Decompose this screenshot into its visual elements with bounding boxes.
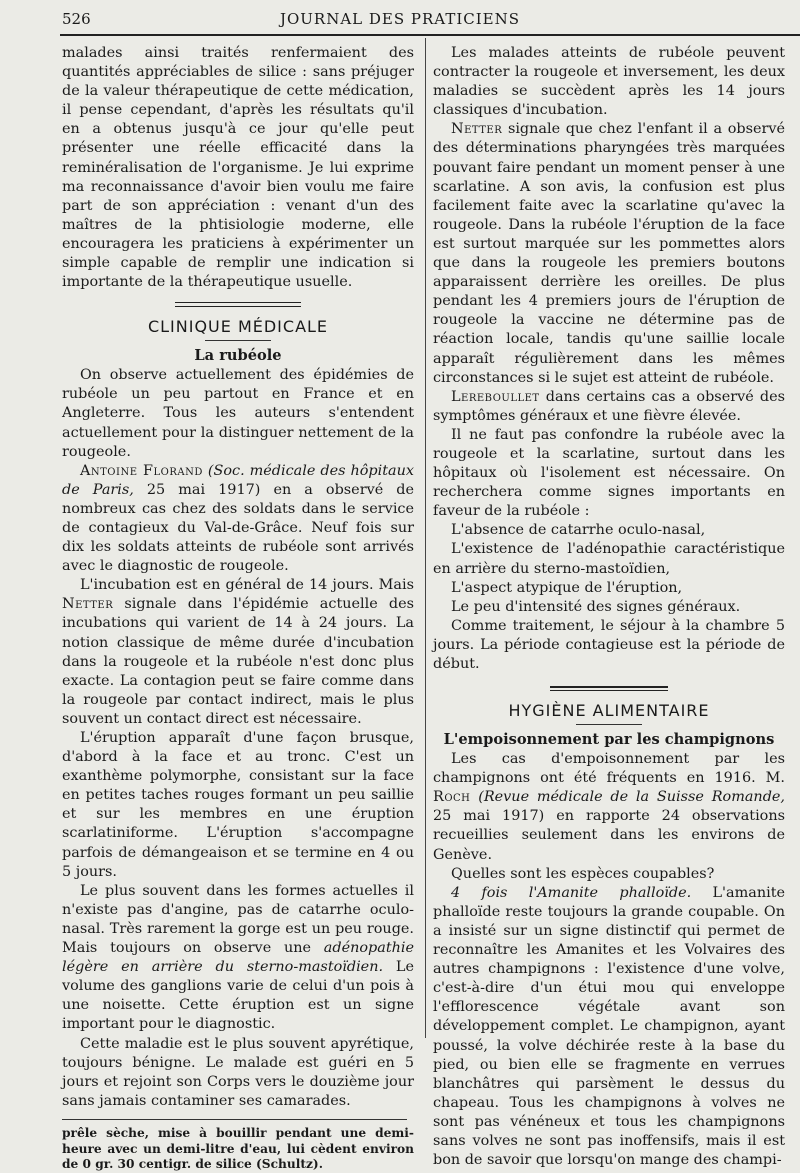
author-name: Lereboullet — [451, 388, 540, 405]
left-column — [62, 44, 414, 1173]
paragraph: Netter signale que chez l'enfant il a observé des déterminations pharyngées très marquées pouvant faire pendant un moment penser à une scarlatine. A son avis, la confusion est plus facilement faite avec la scarlatine qu'avec la rougeole. Dans la rubéole l'éruption de la face est surtout marquée sur les pommettes alors que dans la rougeole les premiers boutons apparaissent derrière les oreilles. De plus pendant les 4 premiers jours de l'éruption de rougeole la vaccine ne détermine pas de réaction locale, tandis qu'une saillie locale apparaît régulièrement dans les mêmes circonstances si le sujet est atteint de rubéole. — [433, 121, 786, 386]
paragraph: Les malades atteints de rubéole peuvent contracter la rougeole et inversement, les deux maladies se succèdent après les 14 jours classiques d'incubation. — [433, 45, 785, 119]
article-title-champignons: L'empoisonnement par les champignons — [443, 731, 775, 749]
paragraph: Antoine Florand (Soc. médicale des hôpitaux de Paris, 25 mai 1917) en a observé de nombreux cas chez des soldats dans le service de contagieux du Val-de-Grâce. Neuf fois sur dix les soldats atteints de rubéole sont arrivés avec le diagnostic de rougeole. — [62, 462, 415, 575]
paragraph: Il ne faut pas confondre la rubéole avec la rougeole et la scarlatine, surtout dans les hôpitaux où l'isolement est nécessaire. On recherchera comme signes importants en faveur de la rubéole : — [433, 426, 785, 520]
footnote-rule — [62, 1119, 407, 1120]
title-rule — [205, 340, 271, 341]
paragraph: Quelles sont les espèces coupables? — [451, 865, 715, 882]
author-name: Netter — [451, 121, 503, 138]
section-title-hygiene: HYGIÈNE ALIMENTAIRE — [508, 701, 710, 721]
paragraph: Lereboullet dans certains cas a observé des symptômes généraux et une fièvre élevée. — [433, 388, 785, 424]
right-column — [433, 44, 785, 1170]
section-separator — [175, 302, 301, 307]
journal-title: JOURNAL DES PRATICIENS — [279, 10, 521, 28]
paragraph: Le plus souvent dans les formes actuelles il n'existe pas d'angine, pas de catarrhe oculo-nasal. Très rarement la gorge est un peu rouge. Mais toujours on observe une adénopathie légère en arrière du sterno-mastoïdien. Le volume des ganglions varie de celui d'un pois à une noisette. Cette éruption est un signe important pour le diagnostic. — [62, 882, 414, 1033]
footnote: prêle sèche, mise à bouillir pendant une demi-heure avec un demi-litre d'eau, lui cèdent environ de 0 gr. 30 centigr. de silice (Schultz). — [62, 1125, 414, 1172]
author-name: Antoine Florand — [80, 462, 203, 479]
list-item: L'existence de l'adénopathie caractéristique en arrière du sterno-mastoïdien, — [433, 541, 785, 577]
paragraph: Cette maladie est le plus souvent apyrétique, toujours bénigne. Le malade est guéri en 5 jours et rejoint son Corps vers le douzième jour sans jamais contaminer ses camarades. — [62, 1035, 414, 1109]
paragraph: L'incubation est en général de 14 jours. Mais Netter signale dans l'épidémie actuelle des incubations qui varient de 14 à 24 jours. La notion classique de même durée d'incubation dans la rougeole et la rubéole n'est donc plus exacte. La contagion peut se faire comme dans la rougeole par contact indirect, mais le plus souvent un contact direct est nécessaire. — [62, 577, 414, 727]
list-item: L'aspect atypique de l'éruption, — [451, 579, 683, 596]
author-name: Roch — [433, 789, 471, 806]
list-item: L'absence de catarrhe oculo-nasal, — [451, 522, 706, 539]
paragraph: Les cas d'empoisonnement par les champignons ont été fréquents en 1916. M. Roch (Revue médicale de la Suisse Romande, 25 mai 1917) en rapporte 24 observations recueillies seulement dans les environs de Genève. — [433, 751, 785, 863]
emphasis: 4 fois l'Amanite phalloïde. — [451, 884, 692, 901]
column-divider — [425, 38, 426, 1038]
reference: (Revue médicale de la Suisse Romande, — [478, 789, 785, 806]
author-name: Netter — [62, 596, 114, 613]
paragraph: On observe actuellement des épidémies de rubéole un peu partout en France et en Angleterre. Tous les auteurs s'entendent actuellement pour la distinguer nettement de la rougeole. — [62, 367, 414, 460]
title-rule — [576, 724, 642, 725]
page-number: 526 — [62, 10, 91, 28]
list-item: Le peu d'intensité des signes généraux. — [451, 598, 741, 615]
paragraph: Comme traitement, le séjour à la chambre 5 jours. La période contagieuse est la période de début. — [433, 617, 785, 672]
reference: (Soc. médicale des hôpitaux de Paris, — [62, 462, 414, 498]
intro-paragraph: malades ainsi traités renfermaient des quantités appréciables de silice : sans préjuger de la valeur thérapeutique de cette médication, il pense cependant, d'après les résultats qu'il en a obtenus jusqu'à ce jour qu'elle peut présenter une réelle efficacité dans la reminéralisation de l'organisme. Je lui exprime ma reconnaissance d'avoir bien voulu me faire part de son appréciation : venant d'un des maîtres de la phtisiologie moderne, elle encouragera les praticiens à expérimenter un simple capable de remplir une indication si importante de la thérapeutique usuelle. — [62, 45, 414, 291]
emphasis: adénopathie légère en arrière du sterno-mastoïdien. — [62, 940, 414, 976]
paragraph: 4 fois l'Amanite phalloïde. L'amanite phalloïde reste toujours la grande coupable. On a insisté sur un signe distinctif qui permet de reconnaître les Amanites et les Volvaires des autres champignons : l'existence d'une volve, c'est-à-dire d'un étui mou qui enveloppe l'efflorescence végétale avant son développement complet. Le champignon, ayant poussé, la volve déchirée reste à la base du pied, ou bien elle se fragmente en verrues blanchâtres qui parsèment le dessus du chapeau. Tous les champignons à volves ne sont pas vénéneux et tous les champignons sans volves ne sont pas inoffensifs, mais il est bon de savoir que lorsqu'on mange des champi- — [433, 884, 785, 1169]
paragraph: L'éruption apparaît d'une façon brusque, d'abord à la face et au tronc. C'est un exanthème polymorphe, consistant sur la face en petites taches rouges formant un peu saillie et sur les membres en une éruption scarlatiniforme. L'éruption s'accompagne parfois de démangeaison et se termine en 4 ou 5 jours. — [62, 730, 414, 880]
section-separator — [550, 686, 668, 691]
header-rule — [60, 34, 800, 36]
article-title-rubeole: La rubéole — [194, 347, 282, 365]
section-title-clinique: CLINIQUE MÉDICALE — [147, 317, 329, 337]
